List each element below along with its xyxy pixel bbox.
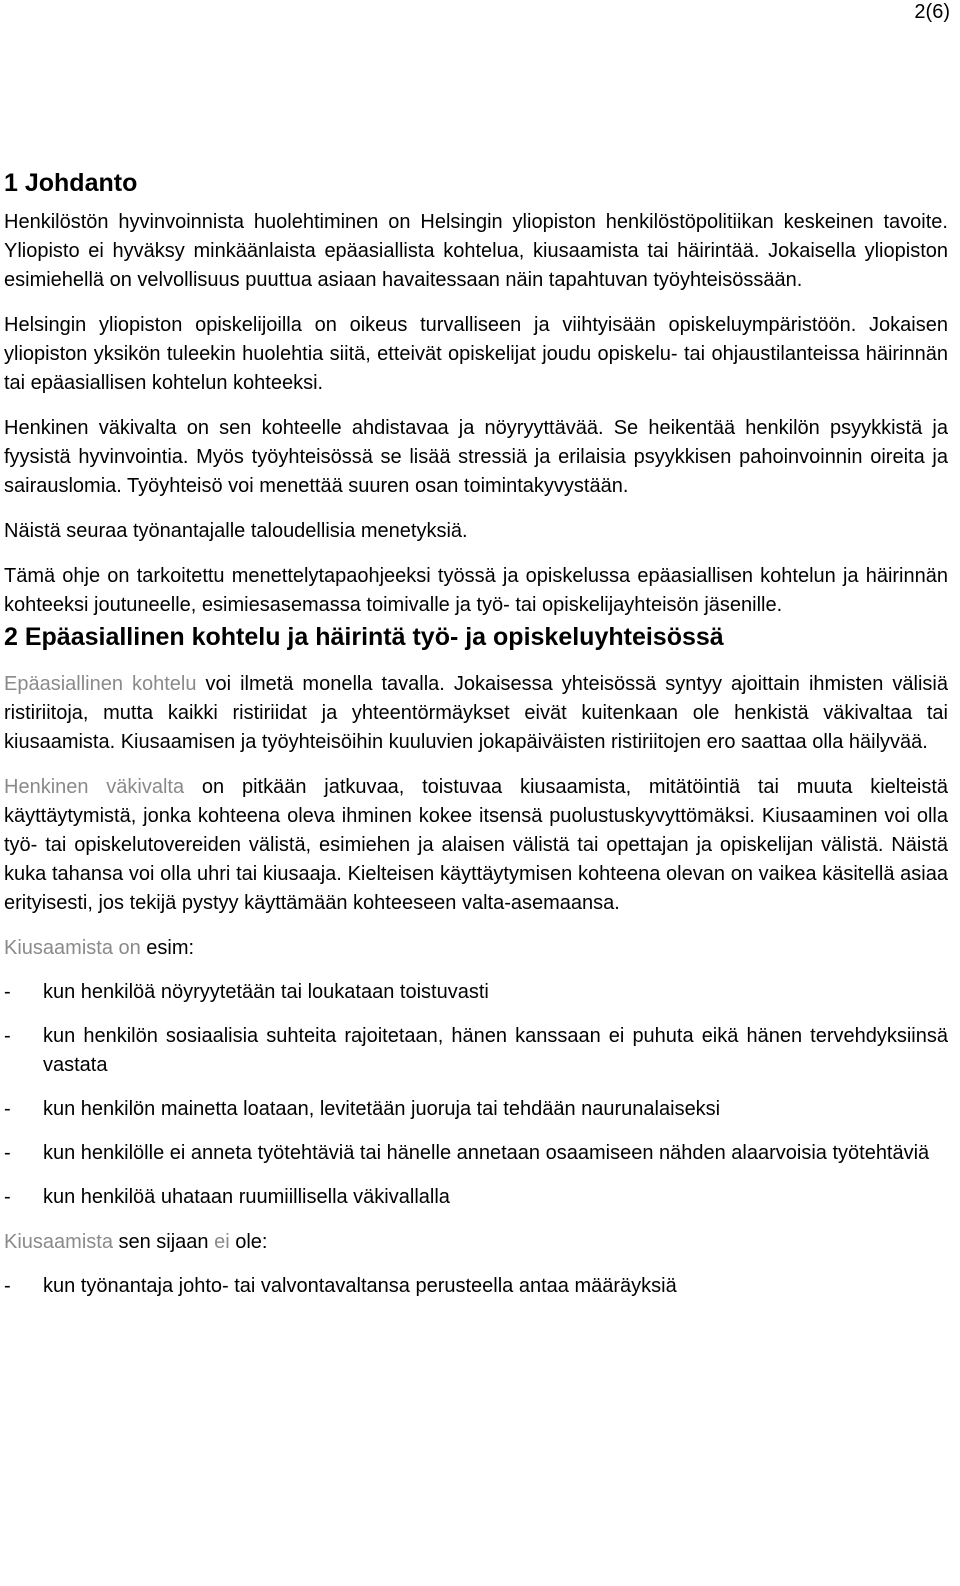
dash-marker: - [4, 1098, 11, 1120]
list-item [4, 1022, 948, 1080]
dash-marker: - [4, 1025, 11, 1047]
list-item-text: kun henkilön mainetta loataan, levitetään juoruja tai tehdään naurunalaiseksi [43, 1098, 721, 1120]
highlighted-term: Kiusaamista on [4, 937, 141, 959]
paragraph [4, 670, 948, 757]
bullet-list [4, 1272, 948, 1301]
paragraph [4, 773, 948, 918]
paragraph: Helsingin yliopiston opiskelijoilla on oikeus turvalliseen ja viihtyisään opiskeluympäristöön. Jokaisen yliopiston yksikön tuleekin huolehtia siitä, etteivät opiskelijat joudu opiskelu- tai ohjaustilanteissa häirinnän tai epäasiallisen kohtelun kohteeksi. [4, 314, 948, 394]
list-item [4, 1183, 948, 1212]
list-item [4, 978, 948, 1007]
paragraph-text: sen sijaan [112, 1231, 215, 1253]
highlighted-term: Kiusaamista [4, 1231, 113, 1253]
paragraph: Henkinen väkivalta on sen kohteelle ahdistavaa ja nöyryyttävää. Se heikentää henkilön psyykkistä ja fyysistä hyvinvointia. Myös työyhteisössä se lisää stressiä ja erilaisia psyykkisen pahoinvoinnin oireita ja sairauslomia. Työyhteisö voi menettää suuren osan toimintakyvystään. [4, 417, 948, 497]
list-item-text: kun työnantaja johto- tai valvontavaltansa perusteella antaa määräyksiä [43, 1275, 677, 1297]
paragraph [4, 1228, 948, 1257]
paragraph-text: on pitkään jatkuvaa, toistuvaa kiusaamista, mitätöintiä tai muuta kielteistä käyttäytymistä, jonka kohteena oleva ihminen kokee itsensä puolustuskyvyttömäksi. Kiusaaminen voi olla työ- tai opiskelutovereiden välistä, esimiehen ja alaisen välistä tai opettajan ja opiskelijan välistä. Näistä kuka tahansa voi olla uhri tai kiusaaja. Kielteisen käyttäytymisen kohteena olevan on vaikea käsitellä asiaa erityisesti, jos tekijä pystyy käyttämään kohteeseen valta-asemaansa. [4, 776, 949, 914]
paragraph-text: voi ilmetä monella tavalla. Jokaisessa yhteisössä syntyy ajoittain ihmisten välisiä ristiriitoja, mutta kaikki ristiriidat ja yhteentörmäykset eivät kuitenkaan ole henkistä väkivaltaa tai kiusaamista. Kiusaamisen ja työyhteisöihin kuuluvien jokapäiväisten ristiriitojen ero saattaa olla häilyvää. [4, 673, 948, 753]
list-item-text: kun henkilöä uhataan ruumiillisella väkivallalla [43, 1186, 450, 1208]
paragraph-text: esim: [140, 937, 195, 959]
list-item [4, 1272, 948, 1301]
dash-marker: - [4, 1275, 11, 1297]
bullet-list [4, 978, 948, 1212]
highlighted-term: ei [214, 1231, 230, 1253]
dash-marker: - [4, 981, 11, 1003]
paragraph: Henkilöstön hyvinvoinnista huolehtiminen on Helsingin yliopiston henkilöstöpolitiikan keskeinen tavoite. Yliopisto ei hyväksy minkäänlaista epäasiallista kohtelua, kiusaamista tai häirintää. Jokaisella yliopiston esimiehellä on velvollisuus puuttua asiaan havaitessaan näin tapahtuvan työyhteisössään. [4, 211, 948, 291]
document-body [4, 166, 948, 1301]
list-item-text: kun henkilöä nöyryytetään tai loukataan toistuvasti [43, 981, 489, 1003]
section-2-title: 2 Epäasiallinen kohtelu ja häirintä työ- ja opiskeluyhteisössä [4, 623, 724, 651]
list-item [4, 1095, 948, 1124]
page-number: 2(6) [914, 1, 950, 23]
paragraph: Näistä seuraa työnantajalle taloudellisia menetyksiä. [4, 520, 468, 542]
dash-marker: - [4, 1186, 11, 1208]
highlighted-term: Epäasiallinen kohtelu [4, 673, 197, 695]
paragraph-text: ole: [229, 1231, 268, 1253]
list-item-text: kun henkilölle ei anneta työtehtäviä tai hänelle annetaan osaamiseen nähden alaarvoisia työtehtäviä [43, 1142, 930, 1164]
section-1-title: 1 Johdanto [4, 169, 138, 197]
list-item-text: kun henkilön sosiaalisia suhteita rajoitetaan, hänen kanssaan ei puhuta eikä hänen tervehdyksiinsä vastata [43, 1025, 948, 1076]
list-item [4, 1139, 948, 1168]
highlighted-term: Henkinen väkivalta [4, 776, 185, 798]
paragraph: Tämä ohje on tarkoitettu menettelytapaohjeeksi työssä ja opiskelussa epäasiallisen kohtelun ja häirinnän kohteeksi joutuneelle, esimiesasemassa toimivalle ja työ- tai opiskelijayhteisön jäsenille. [4, 565, 948, 616]
dash-marker: - [4, 1142, 11, 1164]
paragraph [4, 934, 948, 963]
